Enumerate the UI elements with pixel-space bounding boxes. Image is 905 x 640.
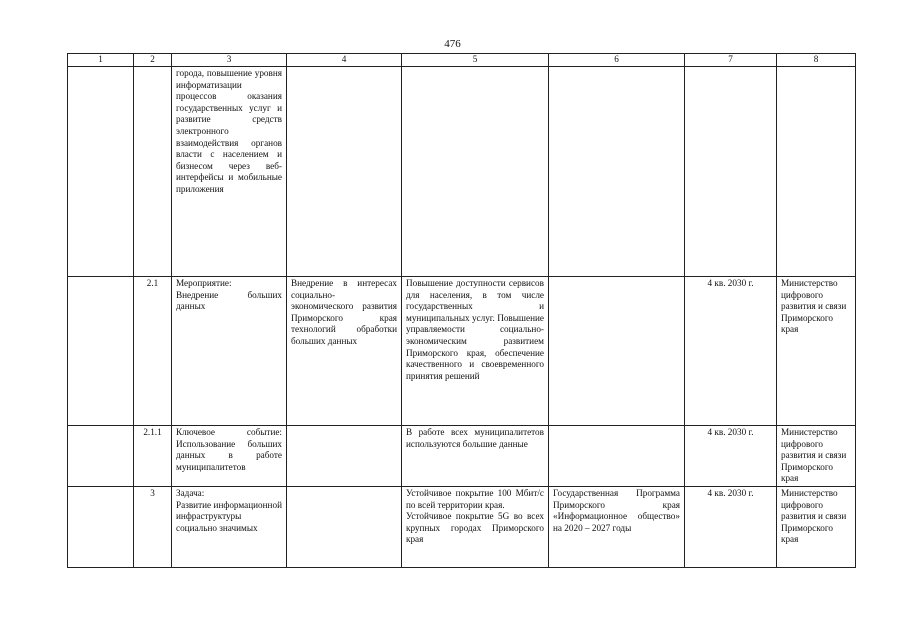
item-responsible-cell: Министерство цифрового развития и связи Приморского края xyxy=(777,277,856,426)
plan-table xyxy=(67,53,856,568)
blank-cell xyxy=(68,277,134,426)
column-header: 7 xyxy=(685,54,777,67)
page-number: 476 xyxy=(444,38,461,50)
item-goal-cell xyxy=(287,67,402,277)
blank-cell xyxy=(68,486,134,567)
column-header: 6 xyxy=(549,54,685,67)
item-deadline-cell: 4 кв. 2030 г. xyxy=(685,486,777,567)
item-goal-cell: Внедрение в интересах социально-экономического развития Приморского края технологий обработки больших данных xyxy=(287,277,402,426)
item-number-cell: 2.1 xyxy=(134,277,172,426)
item-program-cell xyxy=(549,426,685,487)
item-program-cell: Государственная Программа Приморского края «Информационное общество» на 2020 – 2027 годы xyxy=(549,486,685,567)
item-program-cell xyxy=(549,277,685,426)
blank-cell xyxy=(68,67,134,277)
column-header: 8 xyxy=(777,54,856,67)
table-row xyxy=(68,67,856,277)
item-responsible-cell xyxy=(777,67,856,277)
item-name-cell: Задача: Развитие информационной инфраструктуры социально значимых xyxy=(172,486,287,567)
table-header-row xyxy=(68,54,856,67)
item-name-cell: Ключевое событие: Использование больших данных в работе муниципалитетов xyxy=(172,426,287,487)
item-result-cell: Повышение доступности сервисов для населения, в том числе государственных и муниципальных услуг. Повышение управляемости социально-экономическим развитием Приморского края, обеспечение качественного и своевременного принятия решений xyxy=(402,277,549,426)
item-name-cell: Мероприятие: Внедрение больших данных xyxy=(172,277,287,426)
table-row xyxy=(68,277,856,426)
item-deadline-cell xyxy=(685,67,777,277)
item-number-cell xyxy=(134,67,172,277)
item-number-cell: 2.1.1 xyxy=(134,426,172,487)
item-responsible-cell: Министерство цифрового развития и связи Приморского края xyxy=(777,486,856,567)
item-name-cell: города, повышение уровня информатизации процессов оказания государственных услуг и развитие средств электронного взаимодействия органов власти с населением и бизнесом через веб-интерфейсы и мобильные приложения xyxy=(172,67,287,277)
item-program-cell xyxy=(549,67,685,277)
column-header: 2 xyxy=(134,54,172,67)
column-header: 1 xyxy=(68,54,134,67)
item-result-cell xyxy=(402,67,549,277)
table-row xyxy=(68,426,856,487)
blank-cell xyxy=(68,426,134,487)
column-header: 5 xyxy=(402,54,549,67)
column-header: 3 xyxy=(172,54,287,67)
item-number-cell: 3 xyxy=(134,486,172,567)
item-deadline-cell: 4 кв. 2030 г. xyxy=(685,426,777,487)
item-deadline-cell: 4 кв. 2030 г. xyxy=(685,277,777,426)
column-header: 4 xyxy=(287,54,402,67)
table-row xyxy=(68,486,856,567)
item-goal-cell xyxy=(287,486,402,567)
item-result-cell: В работе всех муниципалитетов используются большие данные xyxy=(402,426,549,487)
item-goal-cell xyxy=(287,426,402,487)
item-responsible-cell: Министерство цифрового развития и связи Приморского края xyxy=(777,426,856,487)
item-result-cell: Устойчивое покрытие 100 Мбит/с по всей территории края. Устойчивое покрытие 5G во всех крупных городах Приморского края xyxy=(402,486,549,567)
